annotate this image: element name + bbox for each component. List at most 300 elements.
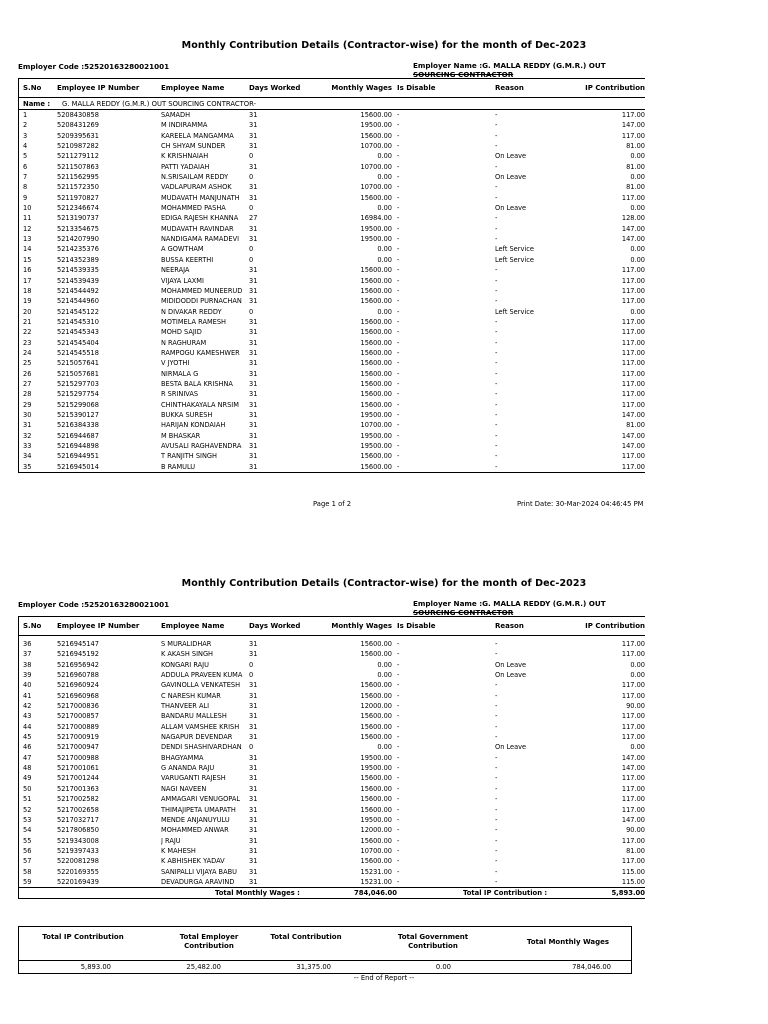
cell-ip-number: 5211572350	[57, 183, 99, 192]
col-reason: Reason	[495, 622, 524, 630]
cell-sno: 49	[23, 774, 32, 783]
cell-employee-name: MUDAVATH MANJUNATH	[161, 193, 240, 202]
cell-ip-number: 5217000988	[57, 753, 99, 762]
cell-sno: 38	[23, 660, 32, 669]
cell-sno: 8	[23, 183, 28, 192]
cell-employee-name: GAVINOLLA VENKATESH	[161, 681, 241, 690]
cell-is-disable: -	[397, 214, 400, 223]
col-ip-number: Employee IP Number	[57, 84, 140, 92]
cell-reason: -	[495, 846, 498, 855]
cell-monthly-wages: 10700.00	[360, 846, 392, 855]
cell-monthly-wages: 0.00	[377, 660, 392, 669]
cell-employee-name: VIJAYA LAXMI	[161, 276, 204, 285]
table-row	[19, 265, 645, 275]
cell-monthly-wages: 15600.00	[360, 338, 392, 347]
cell-ip-number: 5216945192	[57, 650, 99, 659]
report-title: Monthly Contribution Details (Contractor-wise) for the month of Dec-2023	[181, 40, 587, 51]
cell-ip-contribution: 147.00	[621, 753, 645, 762]
cell-ip-number: 5208430858	[57, 111, 99, 119]
cell-monthly-wages: 15600.00	[360, 111, 392, 119]
cell-ip-number: 5217000857	[57, 712, 99, 721]
cell-monthly-wages: 10700.00	[360, 142, 392, 151]
table-row	[19, 120, 645, 130]
cell-employee-name: G ANANDA RAJU	[161, 764, 215, 773]
cell-sno: 48	[23, 764, 32, 773]
summary-h-employer-line1: Total Employer	[179, 933, 239, 941]
cell-monthly-wages: 19500.00	[360, 753, 392, 762]
cell-sno: 17	[23, 276, 32, 285]
col-sno: S.No	[23, 622, 42, 630]
cell-reason: -	[495, 162, 498, 171]
col-days-worked: Days Worked	[249, 84, 301, 92]
table-row	[19, 670, 645, 680]
cell-is-disable: -	[397, 712, 400, 721]
cell-is-disable: -	[397, 183, 400, 192]
cell-employee-name: ALLAM VAMSHEE KRISH	[161, 722, 240, 731]
cell-ip-number: 5216384338	[57, 421, 99, 430]
cell-sno: 19	[23, 297, 32, 306]
cell-reason: -	[495, 328, 498, 337]
cell-ip-contribution: 117.00	[621, 857, 645, 866]
cell-ip-number: 5211279112	[57, 152, 99, 161]
cell-days-worked: 31	[249, 681, 258, 690]
cell-ip-number: 5217032717	[57, 815, 99, 824]
cell-is-disable: -	[397, 867, 400, 876]
cell-is-disable: -	[397, 266, 400, 275]
cell-ip-number: 5217000947	[57, 743, 99, 752]
cell-is-disable: -	[397, 224, 400, 233]
cell-ip-number: 5214539439	[57, 276, 99, 285]
cell-reason: -	[495, 348, 498, 357]
cell-employee-name: K AKASH SINGH	[161, 650, 214, 659]
cell-sno: 56	[23, 846, 32, 855]
employer-code: Employer Code :52520163280021001	[18, 600, 170, 609]
cell-ip-number: 5220169355	[57, 867, 99, 876]
cell-ip-number: 5215057641	[57, 359, 99, 368]
cell-employee-name: R SRINIVAS	[161, 390, 199, 399]
cell-ip-number: 5214545343	[57, 328, 99, 337]
cell-days-worked: 31	[249, 224, 258, 233]
cell-is-disable: -	[397, 743, 400, 752]
table-row	[19, 680, 645, 690]
cell-sno: 24	[23, 348, 32, 357]
cell-sno: 47	[23, 753, 32, 762]
cell-reason: -	[495, 815, 498, 824]
cell-ip-contribution: 117.00	[621, 462, 645, 471]
cell-days-worked: 31	[249, 836, 258, 845]
cell-is-disable: -	[397, 400, 400, 409]
cell-ip-contribution: 147.00	[621, 224, 645, 233]
cell-sno: 9	[23, 193, 28, 202]
cell-employee-name: BUKKA SURESH	[161, 410, 213, 419]
cell-is-disable: -	[397, 152, 400, 161]
cell-sno: 44	[23, 722, 32, 731]
cell-monthly-wages: 15231.00	[360, 867, 392, 876]
cell-is-disable: -	[397, 691, 400, 700]
cell-days-worked: 0	[249, 743, 254, 752]
summary-divider	[19, 960, 631, 961]
cell-days-worked: 31	[249, 193, 258, 202]
cell-ip-number: 5208431269	[57, 121, 99, 130]
table-row	[19, 369, 645, 379]
cell-sno: 57	[23, 857, 32, 866]
cell-ip-contribution: 117.00	[621, 722, 645, 731]
cell-days-worked: 31	[249, 774, 258, 783]
cell-reason: -	[495, 867, 498, 876]
cell-is-disable: -	[397, 877, 400, 886]
cell-sno: 23	[23, 338, 32, 347]
cell-reason: -	[495, 681, 498, 690]
cell-sno: 55	[23, 836, 32, 845]
cell-ip-number: 5216945147	[57, 640, 99, 648]
cell-is-disable: -	[397, 805, 400, 814]
summary-v-ip-contribution: 5,893.00	[80, 963, 111, 971]
cell-employee-name: M INDIRAMMA	[161, 121, 208, 130]
cell-ip-contribution: 117.00	[621, 379, 645, 388]
cell-days-worked: 31	[249, 400, 258, 409]
cell-employee-name: MENDE ANJANUYULU	[161, 815, 230, 824]
cell-days-worked: 31	[249, 131, 258, 140]
cell-ip-contribution: 147.00	[621, 431, 645, 440]
cell-reason: On Leave	[495, 743, 527, 752]
table-row	[19, 846, 645, 856]
cell-employee-name: K KRISHNAIAH	[161, 152, 209, 161]
cell-ip-contribution: 117.00	[621, 452, 645, 461]
cell-ip-contribution: 117.00	[621, 836, 645, 845]
cell-employee-name: KONGARI RAJU	[161, 660, 209, 669]
table-row	[19, 815, 645, 825]
cell-ip-contribution: 147.00	[621, 410, 645, 419]
cell-days-worked: 31	[249, 111, 258, 119]
cell-monthly-wages: 19500.00	[360, 815, 392, 824]
cell-sno: 6	[23, 162, 28, 171]
cell-ip-contribution: 0.00	[630, 660, 645, 669]
cell-reason: -	[495, 774, 498, 783]
table-row	[19, 794, 645, 804]
cell-is-disable: -	[397, 753, 400, 762]
cell-ip-number: 5217001244	[57, 774, 99, 783]
cell-ip-number: 5217000836	[57, 702, 99, 711]
cell-days-worked: 31	[249, 162, 258, 171]
cell-is-disable: -	[397, 142, 400, 151]
report-title: Monthly Contribution Details (Contractor-wise) for the month of Dec-2023	[181, 578, 587, 589]
table-row	[19, 410, 645, 420]
table-row	[19, 255, 645, 265]
cell-is-disable: -	[397, 857, 400, 866]
cell-days-worked: 0	[249, 245, 254, 254]
employer-name	[413, 600, 643, 618]
cell-is-disable: -	[397, 421, 400, 430]
cell-monthly-wages: 0.00	[377, 671, 392, 680]
cell-monthly-wages: 15600.00	[360, 795, 392, 804]
employer-code: Employer Code :52520163280021001	[18, 62, 170, 71]
table-row	[19, 234, 645, 244]
col-reason: Reason	[495, 84, 524, 92]
cell-ip-number: 5216960968	[57, 691, 99, 700]
cell-reason: -	[495, 442, 498, 450]
table-row	[19, 307, 645, 317]
cell-days-worked: 0	[249, 671, 254, 680]
cell-sno: 42	[23, 702, 32, 711]
cell-monthly-wages: 15600.00	[360, 348, 392, 357]
table-header	[19, 79, 645, 98]
cell-reason: -	[495, 650, 498, 659]
cell-ip-number: 5211562995	[57, 173, 99, 182]
total-ipc-value: 5,893.00	[611, 889, 645, 898]
cell-monthly-wages: 15600.00	[360, 722, 392, 731]
cell-is-disable: -	[397, 846, 400, 855]
cell-sno: 7	[23, 173, 28, 182]
cell-ip-contribution: 147.00	[621, 121, 645, 130]
table-row	[19, 867, 645, 877]
cell-ip-number: 5211970827	[57, 193, 99, 202]
table-row	[19, 742, 645, 752]
cell-days-worked: 0	[249, 660, 254, 669]
cell-employee-name: NIRMALA G	[161, 369, 199, 378]
cell-ip-number: 5211507863	[57, 162, 99, 171]
cell-reason: Left Service	[495, 307, 534, 316]
end-of-report: -- End of Report --	[353, 974, 415, 982]
cell-ip-contribution: 115.00	[621, 877, 645, 886]
cell-reason: -	[495, 379, 498, 388]
table-row	[19, 162, 645, 172]
summary-h-employer-line2: Contribution	[184, 942, 234, 950]
table-row	[19, 753, 645, 763]
cell-is-disable: -	[397, 297, 400, 306]
cell-employee-name: S MURALIDHAR	[161, 640, 212, 648]
cell-employee-name: NEERAJA	[161, 266, 190, 275]
cell-ip-contribution: 117.00	[621, 111, 645, 119]
cell-days-worked: 31	[249, 338, 258, 347]
cell-reason: -	[495, 691, 498, 700]
cell-ip-number: 5215297703	[57, 379, 99, 388]
total-ipc-label: Total IP Contribution :	[463, 889, 548, 898]
cell-monthly-wages: 15600.00	[360, 836, 392, 845]
cell-ip-contribution: 117.00	[621, 733, 645, 742]
cell-reason: -	[495, 431, 498, 440]
cell-ip-number: 5214207990	[57, 235, 99, 244]
cell-ip-number: 5216944951	[57, 452, 99, 461]
cell-employee-name: A GOWTHAM	[161, 245, 204, 254]
cell-monthly-wages: 15600.00	[360, 857, 392, 866]
cell-is-disable: -	[397, 431, 400, 440]
cell-ip-contribution: 0.00	[630, 204, 645, 213]
cell-ip-number: 5217806850	[57, 826, 99, 835]
cell-employee-name: N RAGHURAM	[161, 338, 207, 347]
cell-sno: 37	[23, 650, 32, 659]
cell-reason: On Leave	[495, 204, 527, 213]
cell-employee-name: VARUGANTI RAJESH	[161, 774, 226, 783]
table-row	[19, 825, 645, 835]
cell-sno: 59	[23, 877, 32, 886]
cell-ip-contribution: 0.00	[630, 173, 645, 182]
table-row	[19, 660, 645, 670]
cell-is-disable: -	[397, 826, 400, 835]
cell-is-disable: -	[397, 173, 400, 182]
cell-reason: -	[495, 640, 498, 648]
employer-name	[413, 62, 643, 80]
cell-ip-contribution: 117.00	[621, 390, 645, 399]
cell-days-worked: 31	[249, 348, 258, 357]
cell-days-worked: 31	[249, 328, 258, 337]
cell-ip-contribution: 117.00	[621, 359, 645, 368]
cell-sno: 33	[23, 442, 32, 450]
cell-employee-name: AMMAGARI VENUGOPAL	[161, 795, 240, 804]
cell-ip-number: 5217002658	[57, 805, 99, 814]
cell-is-disable: -	[397, 650, 400, 659]
cell-days-worked: 31	[249, 826, 258, 835]
cell-days-worked: 0	[249, 204, 254, 213]
page-number: Page 1 of 2	[313, 500, 352, 508]
cell-monthly-wages: 15600.00	[360, 784, 392, 793]
table-row	[19, 358, 645, 368]
cell-days-worked: 31	[249, 712, 258, 721]
cell-employee-name: MIDIDODDI PURNACHAN	[161, 297, 242, 306]
cell-ip-number: 5219343008	[57, 836, 99, 845]
summary-h-government-line1: Total Government	[397, 933, 469, 941]
cell-ip-number: 5213354675	[57, 224, 99, 233]
cell-is-disable: -	[397, 836, 400, 845]
table-row	[19, 193, 645, 203]
table-row	[19, 732, 645, 742]
cell-is-disable: -	[397, 660, 400, 669]
cell-reason: -	[495, 836, 498, 845]
cell-days-worked: 31	[249, 702, 258, 711]
cell-ip-contribution: 117.00	[621, 328, 645, 337]
cell-reason: -	[495, 266, 498, 275]
cell-is-disable: -	[397, 276, 400, 285]
cell-sno: 32	[23, 431, 32, 440]
cell-reason: On Leave	[495, 173, 527, 182]
cell-sno: 51	[23, 795, 32, 804]
cell-ip-contribution: 147.00	[621, 442, 645, 450]
table-row	[19, 805, 645, 815]
summary-h-government	[373, 933, 493, 951]
cell-reason: -	[495, 359, 498, 368]
cell-employee-name: VADLAPURAM ASHOK	[161, 183, 232, 192]
cell-is-disable: -	[397, 338, 400, 347]
cell-is-disable: -	[397, 328, 400, 337]
cell-monthly-wages: 19500.00	[360, 764, 392, 773]
cell-reason: -	[495, 400, 498, 409]
contribution-table	[18, 616, 645, 899]
table-row	[19, 763, 645, 773]
cell-reason: -	[495, 286, 498, 295]
cell-monthly-wages: 10700.00	[360, 421, 392, 430]
cell-reason: On Leave	[495, 660, 527, 669]
cell-days-worked: 31	[249, 276, 258, 285]
cell-ip-number: 5216944687	[57, 431, 99, 440]
table-row	[19, 110, 645, 120]
cell-ip-number: 5214545518	[57, 348, 99, 357]
cell-ip-contribution: 117.00	[621, 640, 645, 648]
cell-is-disable: -	[397, 121, 400, 130]
cell-is-disable: -	[397, 795, 400, 804]
cell-monthly-wages: 0.00	[377, 204, 392, 213]
summary-v-wages: 784,046.00	[572, 963, 611, 971]
cell-employee-name: B RAMULU	[161, 462, 196, 471]
cell-ip-number: 5216945014	[57, 462, 99, 471]
cell-is-disable: -	[397, 193, 400, 202]
cell-is-disable: -	[397, 764, 400, 773]
cell-days-worked: 31	[249, 733, 258, 742]
cell-employee-name: C NARESH KUMAR	[161, 691, 221, 700]
col-monthly-wages: Monthly Wages	[331, 84, 392, 92]
cell-monthly-wages: 15600.00	[360, 712, 392, 721]
employer-name-line2: SOURCING CONTRACTOR	[413, 69, 514, 79]
cell-ip-number: 5215299068	[57, 400, 99, 409]
cell-monthly-wages: 19500.00	[360, 442, 392, 450]
cell-is-disable: -	[397, 671, 400, 680]
cell-reason: -	[495, 421, 498, 430]
table-row	[19, 172, 645, 182]
cell-days-worked: 31	[249, 805, 258, 814]
cell-days-worked: 31	[249, 421, 258, 430]
cell-sno: 20	[23, 307, 32, 316]
cell-days-worked: 31	[249, 795, 258, 804]
table-body	[19, 636, 645, 887]
cell-is-disable: -	[397, 369, 400, 378]
total-wages-value: 784,046.00	[354, 889, 397, 898]
cell-ip-contribution: 117.00	[621, 691, 645, 700]
cell-days-worked: 31	[249, 846, 258, 855]
cell-is-disable: -	[397, 379, 400, 388]
cell-is-disable: -	[397, 162, 400, 171]
cell-ip-contribution: 117.00	[621, 276, 645, 285]
cell-sno: 11	[23, 214, 32, 223]
table-row	[19, 151, 645, 161]
cell-reason: -	[495, 297, 498, 306]
cell-ip-contribution: 81.00	[626, 846, 645, 855]
cell-monthly-wages: 16984.00	[360, 214, 392, 223]
cell-sno: 3	[23, 131, 28, 140]
employer-name-line1: Employer Name :G. MALLA REDDY (G.M.R.) OUT	[413, 61, 606, 70]
cell-reason: -	[495, 142, 498, 151]
cell-ip-contribution: 0.00	[630, 152, 645, 161]
cell-employee-name: NAGI NAVEEN	[161, 784, 207, 793]
cell-sno: 36	[23, 640, 32, 648]
cell-sno: 22	[23, 328, 32, 337]
cell-ip-contribution: 0.00	[630, 307, 645, 316]
cell-reason: -	[495, 214, 498, 223]
cell-days-worked: 31	[249, 691, 258, 700]
table-row	[19, 213, 645, 223]
cell-days-worked: 31	[249, 359, 258, 368]
cell-monthly-wages: 15600.00	[360, 774, 392, 783]
table-row	[19, 400, 645, 410]
table-row	[19, 462, 645, 472]
cell-reason: -	[495, 712, 498, 721]
cell-sno: 39	[23, 671, 32, 680]
cell-reason: -	[495, 369, 498, 378]
table-row	[19, 296, 645, 306]
cell-days-worked: 0	[249, 173, 254, 182]
cell-monthly-wages: 19500.00	[360, 224, 392, 233]
cell-monthly-wages: 15600.00	[360, 650, 392, 659]
table-row	[19, 701, 645, 711]
cell-ip-contribution: 147.00	[621, 764, 645, 773]
cell-days-worked: 31	[249, 142, 258, 151]
cell-ip-contribution: 117.00	[621, 348, 645, 357]
table-row	[19, 451, 645, 461]
cell-ip-number: 5217001363	[57, 784, 99, 793]
cell-ip-contribution: 117.00	[621, 369, 645, 378]
table-row	[19, 224, 645, 234]
cell-reason: -	[495, 193, 498, 202]
cell-is-disable: -	[397, 733, 400, 742]
col-employee-name: Employee Name	[161, 622, 225, 630]
table-row	[19, 203, 645, 213]
